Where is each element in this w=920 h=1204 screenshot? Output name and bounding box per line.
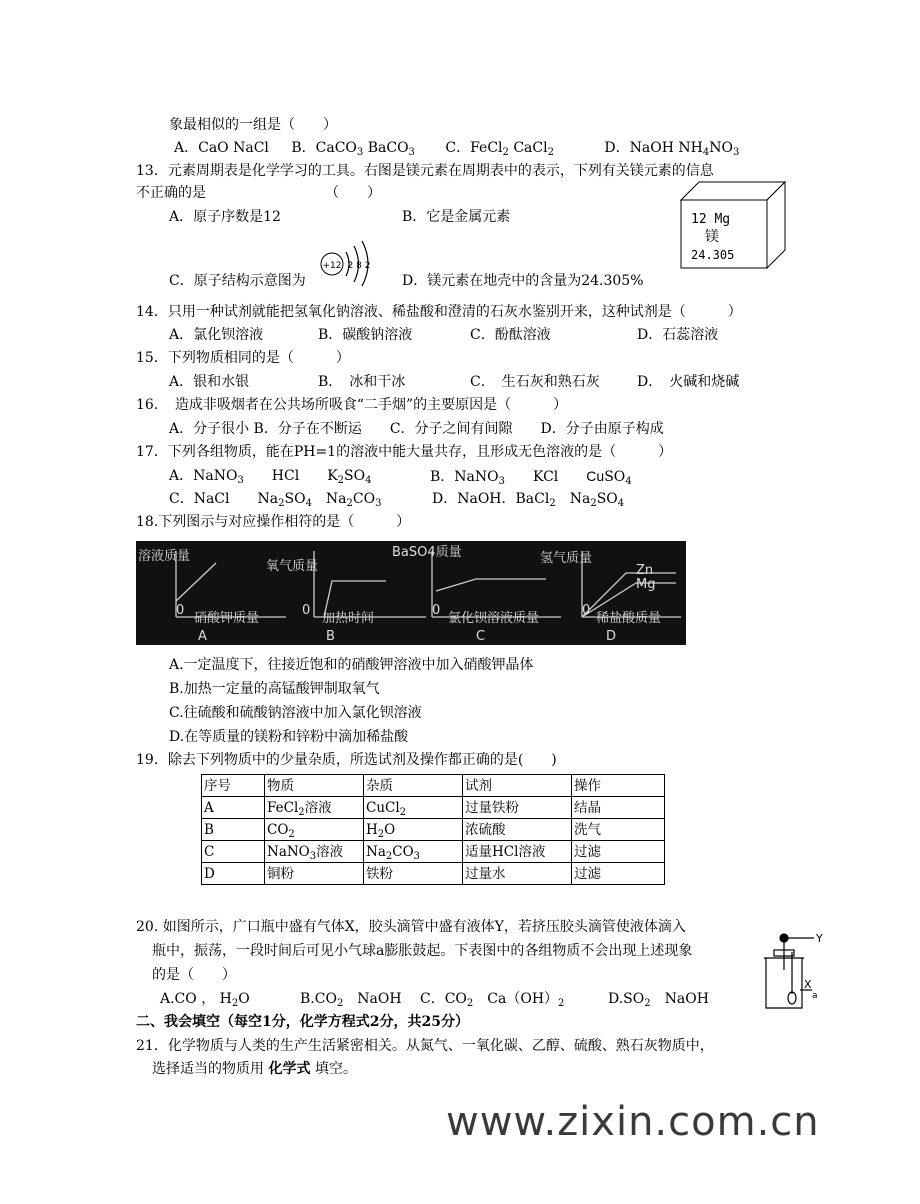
- table-header: 杂质: [364, 775, 463, 797]
- q15-option-c: C． 生石灰和熟石灰: [470, 374, 600, 390]
- q21-emphasis: 化学式: [268, 1061, 311, 1077]
- q17-option-d: D．NaOH．BaCl$_2$ $Na_2SO_4$: [432, 491, 625, 509]
- graph-b-origin: 0: [302, 603, 311, 618]
- q15-option-b: B． 冰和干冰: [318, 374, 406, 390]
- table-cell: A: [202, 797, 265, 819]
- table-cell: D: [202, 863, 265, 885]
- q13-option-b: B．它是金属元素: [402, 209, 511, 225]
- table-cell: 过滤: [572, 863, 665, 885]
- q18-option-a: A.一定温度下，往接近饱和的硝酸钾溶液中加入硝酸钾晶体: [169, 657, 534, 673]
- graph-d-origin: 0: [582, 603, 591, 618]
- table-cell: C: [202, 841, 265, 863]
- q12-option-b: B．CaCO$_3$ BaCO$_3$: [291, 140, 415, 158]
- table-cell: $Na_2CO_3$: [364, 841, 463, 863]
- fig-label-x: X: [804, 978, 812, 991]
- q12-option-d: D．NaOH $NH_4NO_3$: [604, 140, 740, 158]
- table-cell: B: [202, 819, 265, 841]
- table-cell: 铁粉: [364, 863, 463, 885]
- table-cell: $CO_2$: [265, 819, 364, 841]
- table-cell: 过量铁粉: [463, 797, 572, 819]
- graph-c-ylabel: BaSO4质量: [392, 545, 462, 560]
- q19-table: [201, 774, 665, 885]
- q14-option-d: D．石蕊溶液: [637, 327, 719, 343]
- q14-option-b: B．碳酸钠溶液: [318, 327, 413, 343]
- watermark: www.zixin.com.cn: [446, 1099, 820, 1145]
- q17-option-b: B．NaNO$_3$ KCl CuSO$_4$: [430, 468, 632, 487]
- q13-option-c: C．原子结构示意图为: [169, 273, 306, 289]
- graph-a-letter: A: [198, 629, 207, 644]
- mg-symbol: Mg: [714, 212, 731, 227]
- q20-option-a: A.CO ， $H_2O$: [160, 991, 250, 1009]
- table-header-row: [202, 775, 665, 797]
- q13-line1: 13．元素周期表是化学学习的工具。右图是镁元素在周期表中的表示，下列有关镁元素的信息: [136, 163, 714, 179]
- table-cell: 浓硫酸: [463, 819, 572, 841]
- q13-option-a: A．原子序数是12: [169, 209, 281, 225]
- q20-apparatus-figure: [756, 924, 822, 1020]
- fig-label-a: a: [812, 991, 818, 1001]
- q18-option-d: D.在等质量的镁粉和锌粉中滴加稀盐酸: [169, 729, 409, 745]
- q16-options: A．分子很小 B．分子在不断运 C．分子之间有间隙 D．分子由原子构成: [169, 421, 664, 437]
- table-cell: 适量HCl溶液: [463, 841, 572, 863]
- q17-option-c: C．NaCl $Na_2SO_4$ $Na_2CO_3$: [169, 491, 382, 509]
- graph-a-ylabel: 溶液质量: [138, 549, 191, 564]
- table-cell: NaNO$_3$溶液: [265, 841, 364, 863]
- table-row: [202, 819, 665, 841]
- table-cell: CuCl$_2$: [364, 797, 463, 819]
- q21-line1: 21．化学物质与人类的生产生活紧密相关。从氮气、一氧化碳、乙醇、硫酸、熟石灰物质中，: [136, 1038, 714, 1054]
- table-row: [202, 863, 665, 885]
- table-row: [202, 797, 665, 819]
- q17-option-a: A．NaNO$_3$ HCl $K_2SO_4$: [169, 468, 372, 486]
- graph-b-xlabel: 加热时间: [322, 611, 375, 626]
- q20-line1: 20. 如图所示，广口瓶中盛有气体X，胶头滴管中盛有液体Y，若挤压胶头滴管使液体滴入: [136, 919, 686, 935]
- atom-core-label: +12: [322, 261, 342, 271]
- q19-stem: 19．除去下列物质中的少量杂质，所选试剂及操作都正确的是( ): [136, 752, 557, 768]
- mg-atom-structure-diagram: [318, 238, 380, 286]
- atom-shells-label: 2 8 2: [347, 261, 371, 271]
- q15-stem: 15．下列物质相同的是（ ）: [136, 350, 350, 366]
- table-cell: FeCl$_2$溶液: [265, 797, 364, 819]
- table-header: 物质: [265, 775, 364, 797]
- graph-b-letter: B: [326, 629, 335, 644]
- table-row: [202, 841, 665, 863]
- q20-line3: 的是（ ）: [152, 967, 236, 983]
- mg-atomic-number: 12: [691, 212, 707, 227]
- q17-stem: 17．下列各组物质，能在PH=1的溶液中能大量共存，且形成无色溶液的是（ ）: [136, 444, 673, 460]
- q13-option-d: D．镁元素在地壳中的含量为24.305%: [402, 273, 644, 289]
- q14-option-a: A．氯化钡溶液: [169, 327, 264, 343]
- table-cell: 铜粉: [265, 863, 364, 885]
- graph-c-xlabel: 氯化钡溶液质量: [448, 611, 540, 626]
- graph-d-series-mg: Mg: [636, 577, 656, 592]
- q15-option-d: D． 火碱和烧碱: [637, 374, 740, 390]
- q21-line2: 选择适当的物质用 化学式 填空。: [152, 1061, 357, 1077]
- table-cell: 洗气: [572, 819, 665, 841]
- q18-stem: 18.下列图示与对应操作相符的是（ ）: [136, 514, 411, 530]
- q14-option-c: C．酚酞溶液: [470, 327, 551, 343]
- section-2-heading: 二、我会填空（每空1分，化学方程式2分，共25分）: [136, 1014, 469, 1030]
- q20-line2: 瓶中，振荡，一段时间后可见小气球a膨胀鼓起。下表图中的各组物质不会出现上述现象: [152, 943, 693, 959]
- q13-line2: 不正确的是 （ ）: [136, 185, 381, 201]
- mg-atomic-mass: 24.305: [691, 248, 735, 262]
- q12-stem: 象最相似的一组是（ ）: [169, 117, 337, 133]
- mg-element-name: 镁: [705, 229, 719, 245]
- table-cell: 过滤: [572, 841, 665, 863]
- q18-option-c: C.往硫酸和硫酸钠溶液中加入氯化钡溶液: [169, 705, 422, 721]
- graph-c-letter: C: [476, 629, 486, 644]
- table-cell: 过量水: [463, 863, 572, 885]
- q15-option-a: A．银和水银: [169, 374, 250, 390]
- q20-option-b: $B.CO_2$ NaOH: [300, 991, 402, 1009]
- graph-d-xlabel: 稀盐酸质量: [596, 611, 662, 626]
- mg-element-text: [691, 211, 730, 229]
- q12-options: [174, 139, 739, 157]
- graph-d-letter: D: [606, 629, 617, 644]
- q12-option-a: A．CaO NaCl: [174, 140, 269, 156]
- graph-a-origin: 0: [176, 603, 185, 618]
- graph-b-ylabel: 氧气质量: [266, 559, 319, 574]
- table-cell: $H_2O$: [364, 819, 463, 841]
- fig-label-y: Y: [816, 932, 823, 945]
- q12-option-c: C．FeCl$_2$ CaCl$_2$: [445, 140, 554, 158]
- graph-d-series-zn: Zn: [636, 563, 654, 578]
- table-header: 试剂: [463, 775, 572, 797]
- graph-d-ylabel: 氢气质量: [540, 551, 593, 566]
- graph-a-xlabel: 硝酸钾质量: [194, 611, 260, 626]
- q16-stem: 16． 造成非吸烟者在公共场所吸食“二手烟”的主要原因是（ ）: [136, 397, 568, 413]
- q14-stem: 14．只用一种试剂就能把氢氧化钠溶液、稀盐酸和澄清的石灰水鉴别开来，这种试剂是（ ）: [136, 304, 742, 320]
- q20-option-d: $D.SO_2$ NaOH: [608, 991, 709, 1009]
- table-header: 操作: [572, 775, 665, 797]
- q18-option-b: B.加热一定量的高锰酸钾制取氧气: [169, 681, 380, 697]
- q20-option-c: C．$CO_2$ $Ca(OH)_2$: [420, 991, 565, 1009]
- table-cell: 结晶: [572, 797, 665, 819]
- table-header: 序号: [202, 775, 265, 797]
- graph-c-origin: 0: [432, 603, 441, 618]
